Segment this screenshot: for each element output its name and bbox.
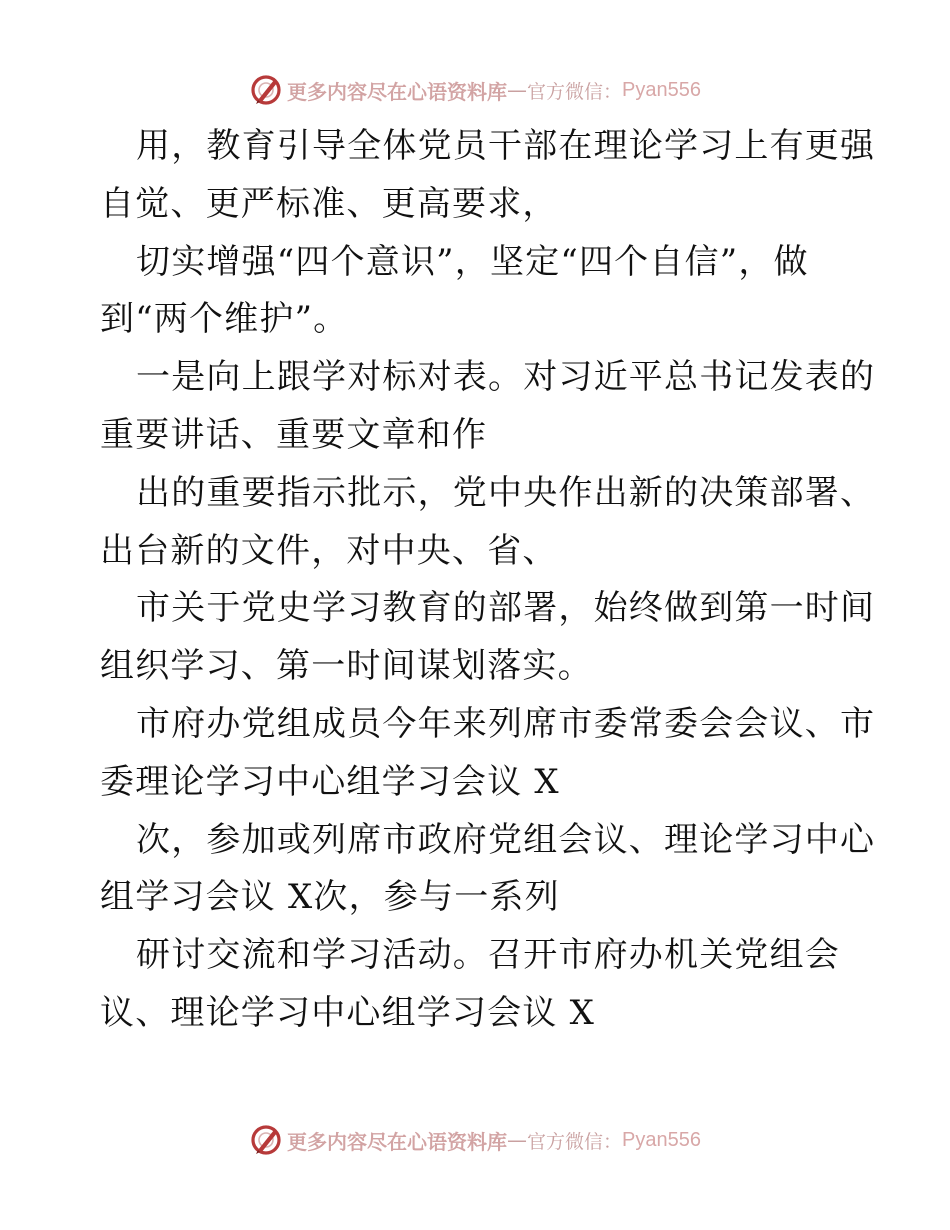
text-line: 到“两个维护”。 [100,299,349,340]
text-line: 出台新的文件，对中央、省、 [100,530,558,571]
text-line: 出的重要指示批示，党中央作出新的决策部署、 [136,472,876,513]
text-line: 重要讲话、重要文章和作 [100,414,488,455]
watermark-sub-text: 官方微信： [527,80,623,103]
watermark-main-text: 更多内容尽在心语资料库 [287,79,507,104]
text-line: 自觉、更严标准、更高要求， [100,183,558,224]
watermark-sub-text: 官方微信： [527,1130,623,1153]
text-line: 用，教育引导全体党员干部在理论学习上有更强 [136,126,876,166]
document-body [100,118,876,1043]
text-line: 次，参加或列席市政府党组会议、理论学习中心 [136,819,876,860]
text-line: 研讨交流和学习活动。召开市府办机关党组会 [136,935,840,976]
text-line: 市关于党史学习教育的部署，始终做到第一时间 [136,588,876,629]
text-line: 组织学习、第一时间谋划落实。 [100,646,593,687]
text-line: 一是向上跟学对标对表。对习近平总书记发表的 [136,357,876,398]
watermark-dash: — [507,1128,527,1152]
watermark-wechat-id: Pyan556 [622,78,701,101]
text-line: 市府办党组成员今年来列席市委常委会会议、市 [136,703,876,744]
watermark-main-text: 更多内容尽在心语资料库 [287,1129,507,1154]
pen-logo-icon [249,1123,283,1157]
text-line: 议、理论学习中心组学习会议 X [100,992,596,1033]
header-watermark [0,72,950,108]
text-line: 切实增强“四个意识”，坚定“四个自信”，做 [136,241,809,282]
watermark-dash: — [507,78,527,102]
watermark-wechat-id: Pyan556 [622,1128,701,1151]
text-line: 组学习会议 X次，参与一系列 [100,877,560,918]
pen-logo-icon [249,73,283,107]
text-line: 委理论学习中心组学习会议 X [100,761,560,802]
footer-watermark [0,1122,950,1158]
